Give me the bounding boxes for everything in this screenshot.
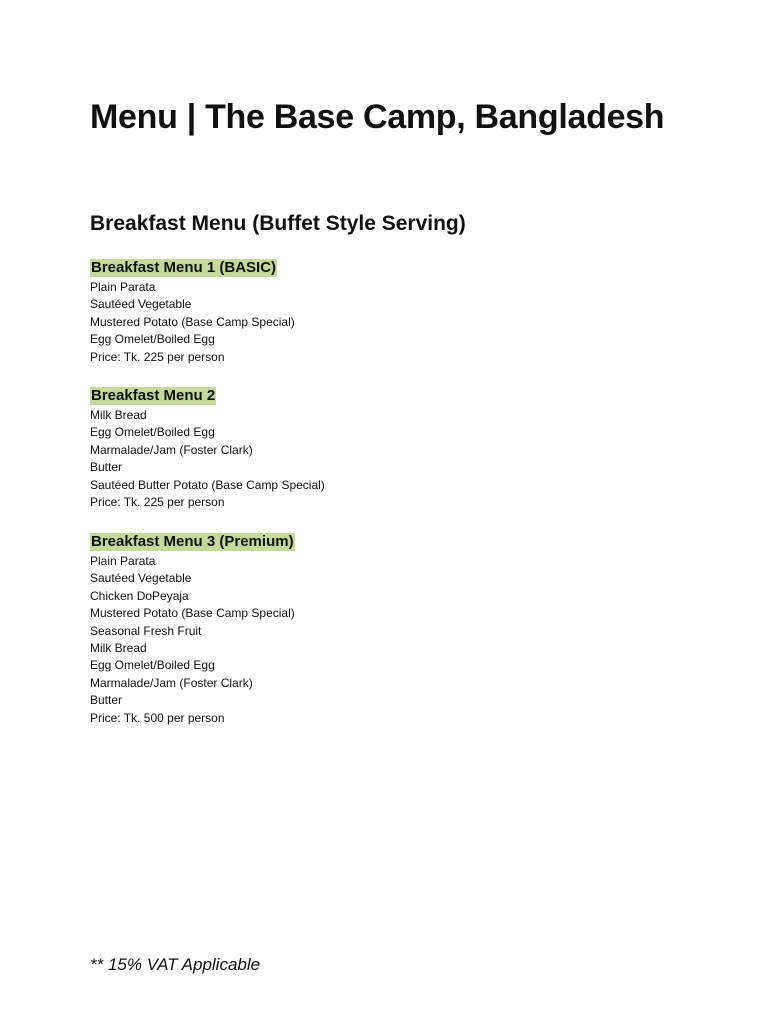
section-title: Breakfast Menu (Buffet Style Serving): [90, 212, 466, 235]
menu-3-price: Price: Tk. 500 per person: [90, 710, 225, 725]
menu-1-price: Price: Tk. 225 per person: [90, 349, 225, 364]
breakfast-menu-1: [90, 259, 295, 366]
menu-item: Egg Omelet/Boiled Egg: [90, 658, 215, 673]
page-title: Menu | The Base Camp, Bangladesh: [90, 98, 665, 136]
menu-3-items: [90, 553, 295, 710]
vat-footnote: ** 15% VAT Applicable: [90, 955, 261, 974]
menu-item: Sautéed Vegetable: [90, 571, 192, 586]
menu-item: Milk Bread: [90, 641, 147, 656]
menu-item: Plain Parata: [90, 280, 156, 294]
menu-item: Mustered Potato (Base Camp Special): [90, 606, 295, 621]
menu-item: Butter: [90, 460, 123, 475]
menu-item: Mustered Potato (Base Camp Special): [90, 314, 295, 329]
breakfast-menu-3: [90, 533, 295, 727]
menu-heading-3: Breakfast Menu 3 (Premium): [91, 533, 294, 550]
menu-1-items: [90, 279, 295, 349]
menu-heading-2: Breakfast Menu 2: [91, 387, 216, 404]
menu-item: Egg Omelet/Boiled Egg: [90, 425, 215, 440]
menu-2-price: Price: Tk. 225 per person: [90, 495, 225, 510]
menu-heading-1: Breakfast Menu 1 (BASIC): [91, 259, 277, 276]
breakfast-menu-2: [90, 387, 325, 511]
menu-item: Plain Parata: [90, 554, 156, 568]
menu-item: Sautéed Butter Potato (Base Camp Special): [90, 477, 325, 492]
menu-item: Milk Bread: [90, 408, 147, 422]
menu-2-items: [90, 407, 325, 494]
menu-item: Chicken DoPeyaja: [90, 588, 189, 603]
menu-item: Seasonal Fresh Fruit: [90, 623, 202, 638]
menu-item: Egg Omelet/Boiled Egg: [90, 332, 215, 347]
menu-item: Marmalade/Jam (Foster Clark): [90, 675, 253, 690]
menu-item: Marmalade/Jam (Foster Clark): [90, 442, 253, 457]
menu-item: Butter: [90, 693, 123, 708]
menu-item: Sautéed Vegetable: [90, 297, 192, 312]
